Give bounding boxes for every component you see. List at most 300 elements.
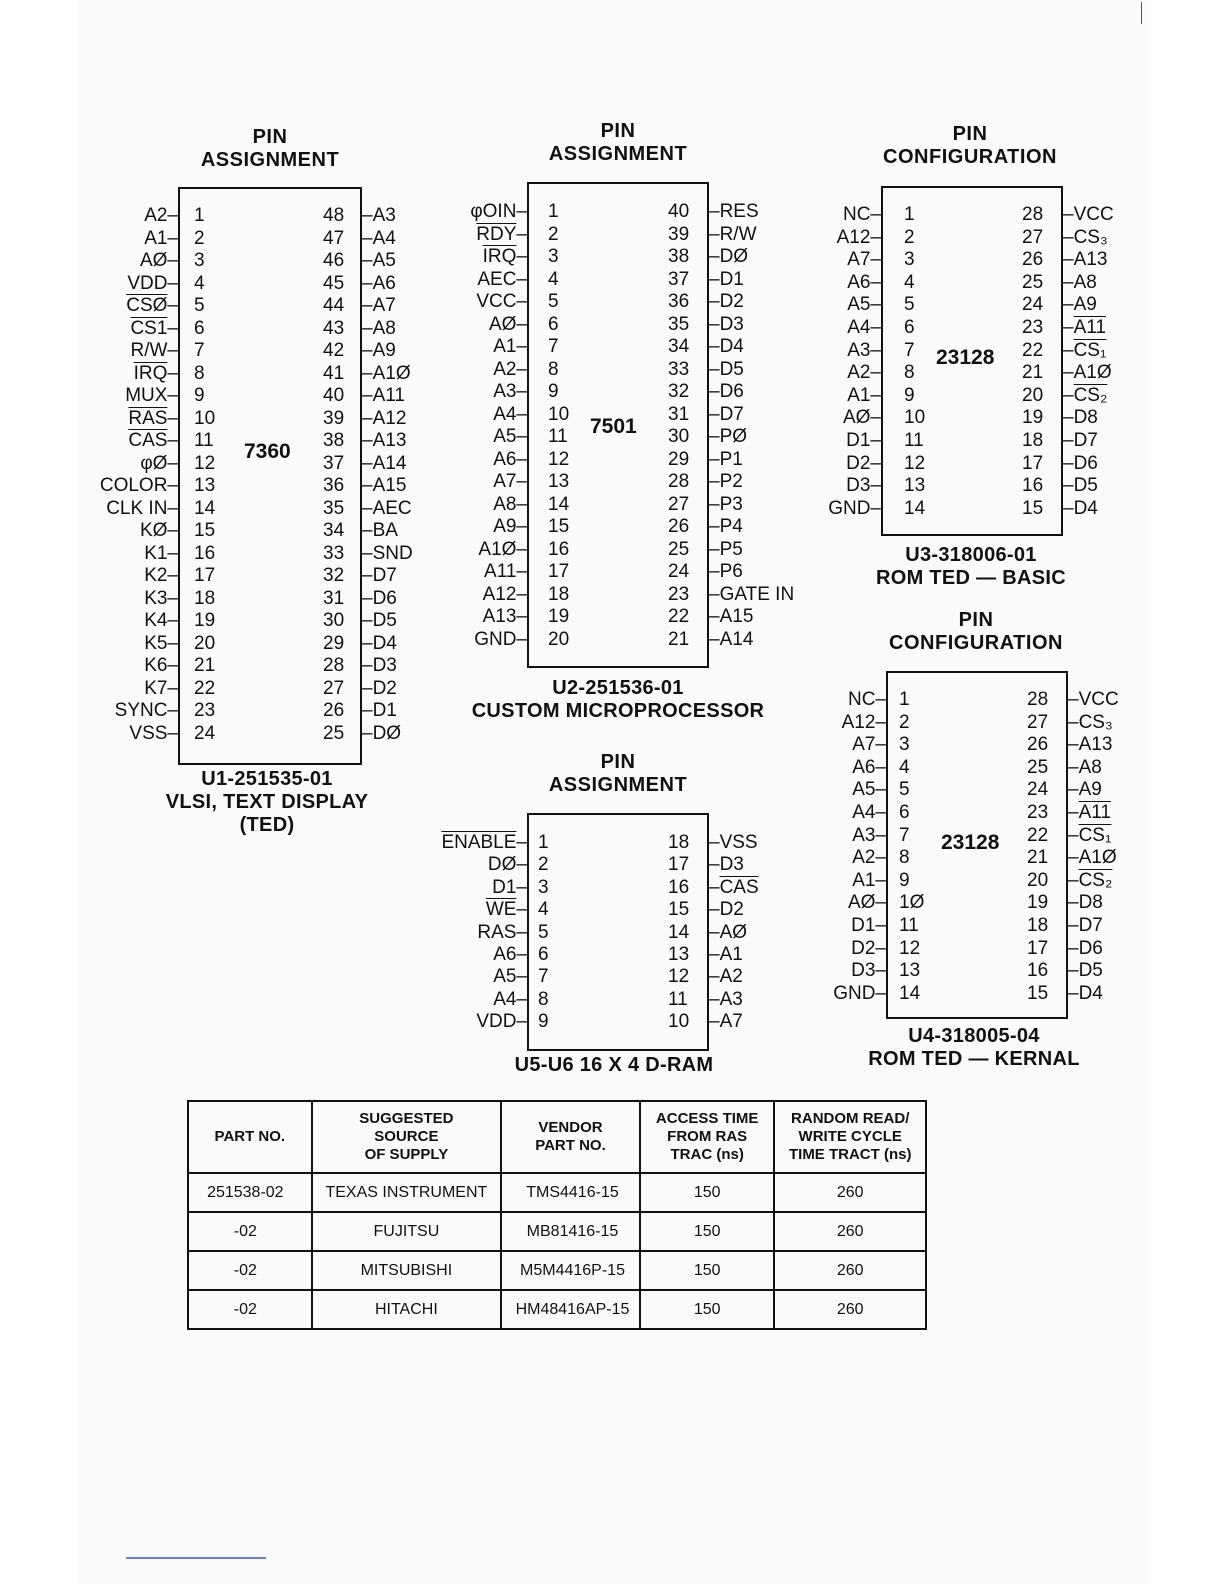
pin-number-left: 15 xyxy=(548,516,570,537)
pin-number-left: 7 xyxy=(548,336,559,357)
pin-number-right: 37 xyxy=(668,268,690,290)
u4-caption-line1: U4-318005-04 xyxy=(908,1025,1040,1047)
pin-label-right: –A7 xyxy=(362,295,396,316)
pin-label-right: –A5 xyxy=(362,250,396,271)
pin-label-left: KØ– xyxy=(139,520,178,541)
pin-label-right: –P4 xyxy=(709,516,743,537)
pin-number-right: 33 xyxy=(323,542,345,564)
pin-number-right: 22 xyxy=(1027,824,1049,846)
pin-label-left: K3– xyxy=(144,587,178,609)
pin-label-right: –A1 xyxy=(709,944,743,965)
u5-caption xyxy=(480,1054,748,1077)
pin-number-right: 41 xyxy=(323,362,345,384)
pin-number-right: 20 xyxy=(1022,384,1044,406)
u5-caption-line1: U5-U6 16 X 4 D-RAM xyxy=(514,1054,714,1076)
pin-number-right: 28 xyxy=(1027,689,1049,710)
pin-label-left: AØ– xyxy=(488,313,527,335)
u4-heading-line1: PIN xyxy=(958,609,994,631)
pin-number-right: 26 xyxy=(1022,249,1044,271)
header-source-line: SUGGESTED xyxy=(359,1110,454,1127)
pin-label-left: A1Ø– xyxy=(478,538,527,560)
u1-caption xyxy=(150,768,384,837)
pin-number-left: 18 xyxy=(548,583,570,605)
pin-number-right: 32 xyxy=(668,381,690,402)
pin-label-right: –AØ xyxy=(709,921,748,943)
pin-number-left: 16 xyxy=(548,538,570,560)
pin-label-right: –P6 xyxy=(709,561,743,582)
cell-access-time: 150 xyxy=(640,1212,775,1251)
pin-number-left: 20 xyxy=(194,632,216,654)
pin-number-left: 11 xyxy=(548,426,568,447)
pin-label-left: A3– xyxy=(852,824,886,846)
pin-label-right: –CS₂ xyxy=(1068,869,1113,891)
pin-number-right: 23 xyxy=(1027,802,1049,823)
cell-cycle-time: 260 xyxy=(774,1290,926,1329)
pin-number-right: 46 xyxy=(323,250,345,271)
pin-number-left: 1 xyxy=(899,689,910,710)
pin-label-right: –A14 xyxy=(709,628,754,650)
header-access-time xyxy=(640,1101,775,1173)
u3-chip-label: 23128 xyxy=(936,346,995,369)
pin-number-left: 12 xyxy=(194,452,216,474)
pin-number-right: 18 xyxy=(1022,430,1044,451)
pin-number-right: 44 xyxy=(323,295,345,316)
pin-number-right: 29 xyxy=(668,448,690,470)
pin-label-left: A2– xyxy=(847,362,881,384)
pin-number-right: 16 xyxy=(668,876,690,898)
pin-number-right: 48 xyxy=(323,205,345,226)
pin-number-left: 2 xyxy=(904,226,915,248)
header-source-line: OF SUPPLY xyxy=(364,1146,449,1163)
pin-number-left: 10 xyxy=(194,407,216,429)
pin-label-left: A1– xyxy=(847,384,881,406)
pin-number-right: 15 xyxy=(668,899,690,921)
pin-label-right: –D7 xyxy=(709,403,744,425)
header-vendor-line: PART NO. xyxy=(535,1137,606,1154)
pin-number-left: 7 xyxy=(904,339,915,361)
pin-label-left: A5– xyxy=(493,966,527,988)
pin-label-left: A4– xyxy=(847,317,881,338)
pin-label-left: A7– xyxy=(852,734,886,756)
pin-label-left: K4– xyxy=(144,610,178,631)
pin-label-right: –VSS xyxy=(709,832,758,853)
pin-number-right: 39 xyxy=(323,407,345,429)
pin-label-left: A3– xyxy=(493,381,527,402)
pin-label-right: –P2 xyxy=(709,471,743,492)
pin-label-right: –A11 xyxy=(1063,317,1106,338)
pin-label-right: –DØ xyxy=(362,722,402,744)
pin-number-right: 31 xyxy=(668,403,690,425)
pin-number-right: 20 xyxy=(1027,869,1049,891)
pin-label-left: A1– xyxy=(852,869,886,891)
pin-label-left: SYNC– xyxy=(114,700,178,721)
header-vendor-line: VENDOR xyxy=(538,1119,603,1136)
cell-part-no: -02 xyxy=(188,1251,312,1290)
pin-label-left: VDD– xyxy=(476,1011,527,1033)
pin-number-left: 2 xyxy=(548,223,559,245)
pin-number-left: 17 xyxy=(548,561,570,582)
table-row xyxy=(188,1212,926,1251)
pin-number-left: 16 xyxy=(194,542,216,564)
pin-number-left: 8 xyxy=(538,988,549,1010)
pin-label-right: –CS₁ xyxy=(1068,824,1112,846)
pin-label-right: –D4 xyxy=(1068,982,1103,1004)
pin-number-left: 13 xyxy=(194,475,216,496)
pin-label-right: –A3 xyxy=(709,988,743,1010)
pin-number-right: 25 xyxy=(668,538,690,560)
pin-number-right: 24 xyxy=(1022,294,1044,316)
pin-label-left: D3– xyxy=(846,475,881,497)
pin-number-left: 5 xyxy=(899,779,910,801)
pin-label-left: A2– xyxy=(852,847,886,869)
pin-number-left: 11 xyxy=(904,430,924,451)
cell-cycle-time: 260 xyxy=(774,1251,926,1290)
u2-chip-label: 7501 xyxy=(590,415,637,438)
pin-number-left: 13 xyxy=(899,960,921,982)
pin-label-right: –D7 xyxy=(1063,430,1098,451)
pin-label-left: VSS– xyxy=(129,722,178,744)
pin-label-right: –VCC xyxy=(1068,689,1119,710)
u5-heading-line1: PIN xyxy=(600,751,636,773)
pin-number-left: 9 xyxy=(194,385,205,406)
u1-chip-label: 7360 xyxy=(244,440,291,463)
header-cycle-line: TIME TRACT (ns) xyxy=(788,1146,912,1163)
pin-number-left: 1 xyxy=(904,204,915,225)
pin-number-right: 11 xyxy=(668,988,688,1010)
pin-label-left: A9– xyxy=(493,516,527,537)
pin-label-right: –D6 xyxy=(362,587,397,609)
pin-number-left: 4 xyxy=(548,268,559,290)
pin-number-left: 23 xyxy=(194,700,216,721)
cell-part-no: 251538-02 xyxy=(188,1173,312,1212)
pin-number-left: 14 xyxy=(904,497,926,519)
u4-heading-line2: CONFIGURATION xyxy=(889,632,1063,654)
pin-number-right: 36 xyxy=(668,291,690,312)
pin-label-right: –DØ xyxy=(709,246,749,267)
pin-label-left: A2– xyxy=(493,358,527,380)
pin-number-right: 12 xyxy=(668,966,690,988)
pin-number-right: 28 xyxy=(1022,204,1044,225)
pin-number-left: 15 xyxy=(194,520,216,541)
pin-label-right: –A4 xyxy=(362,227,396,249)
pin-label-left: A8– xyxy=(493,493,527,515)
cell-vendor-part: HM48416AP-15 xyxy=(501,1290,640,1329)
header-access-line: TRAC (ns) xyxy=(670,1146,744,1163)
pin-number-right: 25 xyxy=(1022,271,1044,293)
pin-number-right: 34 xyxy=(323,520,345,541)
pin-label-left: $\overline{RAS}-$ xyxy=(128,407,178,429)
pin-label-right: –D3 xyxy=(709,313,744,335)
cell-vendor-part: M5M4416P-15 xyxy=(501,1251,640,1290)
pin-label-left: A11– xyxy=(484,561,527,582)
pin-label-right: –A8 xyxy=(362,317,396,339)
pin-label-right: –VCC xyxy=(1063,204,1114,225)
pin-label-right: –D3 xyxy=(709,854,744,876)
pin-label-right: $-\overline{CAS}$ xyxy=(709,876,759,898)
pin-number-right: 40 xyxy=(323,385,345,406)
pin-label-left: R/W– xyxy=(130,340,178,361)
pin-number-right: 27 xyxy=(668,493,690,515)
u2-caption-line1: U2-251536-01 xyxy=(552,677,684,699)
u2-heading-line2: ASSIGNMENT xyxy=(548,143,688,165)
u4-chip-label: 23128 xyxy=(941,831,1000,854)
u1-caption-line2: VLSI, TEXT DISPLAY xyxy=(165,791,369,813)
u2-caption xyxy=(450,677,786,723)
pin-label-left: A5– xyxy=(847,294,881,316)
pin-number-left: 6 xyxy=(548,313,559,335)
pin-label-left: COLOR– xyxy=(99,475,178,496)
pin-label-left: D1– xyxy=(492,876,527,898)
pin-label-left: RAS– xyxy=(477,921,527,943)
pin-label-right: –D7 xyxy=(1068,915,1103,936)
pin-label-left: $\overline{CAS}-$ xyxy=(128,430,178,451)
pin-number-right: 26 xyxy=(668,516,690,537)
pin-label-right: –BA xyxy=(362,520,398,541)
header-cycle-line: WRITE CYCLE xyxy=(798,1128,902,1145)
pin-label-left: $\overline{WE}-$ xyxy=(485,899,527,921)
pin-number-left: 5 xyxy=(548,291,559,312)
pin-label-left: $\overline{RDY}-$ xyxy=(476,223,527,245)
pin-number-right: 19 xyxy=(1027,892,1049,914)
pin-number-left: 1 xyxy=(194,205,205,226)
pin-number-left: 5 xyxy=(538,921,549,943)
pin-label-right: –A13 xyxy=(362,430,407,451)
pin-number-left: 4 xyxy=(904,271,915,293)
pin-label-right: –D3 xyxy=(362,655,397,676)
pin-number-left: 12 xyxy=(548,448,570,470)
pin-number-left: 3 xyxy=(538,876,549,898)
pin-number-left: 6 xyxy=(904,317,915,338)
header-part-no xyxy=(188,1101,312,1173)
pin-number-right: 15 xyxy=(1027,982,1049,1004)
pin-label-right: –D5 xyxy=(1068,960,1103,982)
pin-label-right: –A8 xyxy=(1063,271,1097,293)
pin-number-right: 25 xyxy=(323,722,345,744)
pin-number-right: 17 xyxy=(668,854,690,876)
pin-label-left: K7– xyxy=(144,677,178,699)
pin-number-right: 32 xyxy=(323,565,345,586)
pin-number-right: 34 xyxy=(668,336,690,357)
header-part-no-line: PART NO. xyxy=(214,1128,286,1145)
cell-cycle-time: 260 xyxy=(774,1212,926,1251)
pin-number-left: 10 xyxy=(904,407,926,429)
pin-number-right: 25 xyxy=(1027,756,1049,778)
cell-vendor-part: TMS4416-15 xyxy=(501,1173,640,1212)
pin-number-right: 37 xyxy=(323,452,345,474)
pin-number-right: 31 xyxy=(323,587,345,609)
pin-label-left: $\overline{CSØ}-$ xyxy=(126,295,178,316)
u5-heading xyxy=(518,751,718,797)
pin-label-left: VCC– xyxy=(476,291,527,312)
pin-label-right: –A13 xyxy=(1068,734,1113,756)
pin-label-left: D2– xyxy=(851,937,886,959)
pin-number-right: 35 xyxy=(323,497,345,519)
pin-number-left: 10 xyxy=(548,403,570,425)
pin-label-right: –P5 xyxy=(709,538,743,560)
pin-label-left: A1– xyxy=(144,227,178,249)
pin-label-right: –D2 xyxy=(362,677,397,699)
pin-label-left: AEC– xyxy=(477,268,527,290)
pin-number-right: 28 xyxy=(323,655,345,676)
pin-number-left: 8 xyxy=(194,362,205,384)
pin-label-left: K2– xyxy=(144,565,178,586)
pin-label-left: K5– xyxy=(144,632,178,654)
pin-label-right: –CS₃ xyxy=(1063,226,1108,248)
pin-number-left: 5 xyxy=(904,294,915,316)
pin-number-right: 22 xyxy=(668,606,690,627)
cell-source: FUJITSU xyxy=(312,1212,501,1251)
pin-label-left: NC– xyxy=(847,689,886,710)
pin-number-right: 19 xyxy=(1022,407,1044,429)
pin-label-right: –P1 xyxy=(709,448,743,470)
pin-label-left: K1– xyxy=(144,542,178,564)
pin-label-left: A1– xyxy=(493,336,527,357)
pin-number-right: 13 xyxy=(668,944,690,965)
u4-caption-line2: ROM TED — KERNAL xyxy=(868,1048,1080,1070)
pin-number-left: 13 xyxy=(904,475,926,497)
pin-number-right: 33 xyxy=(668,358,690,380)
pin-label-left: A12– xyxy=(841,711,886,733)
pin-label-left: A12– xyxy=(836,226,881,248)
pin-number-right: 39 xyxy=(668,223,690,245)
pin-label-right: –A3 xyxy=(362,205,396,226)
scan-edge-mark xyxy=(1141,2,1142,24)
cell-source: TEXAS INSTRUMENT xyxy=(312,1173,501,1212)
footer-rule xyxy=(126,1557,266,1559)
pin-label-right: –D6 xyxy=(1068,937,1103,959)
pin-label-left: GND– xyxy=(833,982,886,1004)
u3-caption xyxy=(846,544,1096,590)
pin-label-left: ENABLE– xyxy=(441,832,527,853)
pin-number-left: 12 xyxy=(899,937,921,959)
pin-label-right: –CS₁ xyxy=(1063,339,1107,361)
pin-number-right: 27 xyxy=(323,677,345,699)
pin-label-left: D2– xyxy=(846,452,881,474)
table-row xyxy=(188,1290,926,1329)
pin-number-right: 14 xyxy=(668,921,690,943)
pin-number-right: 36 xyxy=(323,475,345,496)
pin-number-left: 20 xyxy=(548,628,570,650)
pin-label-left: A2– xyxy=(144,205,178,226)
pin-label-right: –A12 xyxy=(362,407,407,429)
pin-number-right: 26 xyxy=(1027,734,1049,756)
pin-label-right: –A15 xyxy=(709,606,754,627)
pin-number-left: 4 xyxy=(538,899,549,921)
pin-label-right: –A9 xyxy=(1068,779,1102,801)
pin-number-left: 7 xyxy=(538,966,549,988)
pin-number-left: 24 xyxy=(194,722,216,744)
pin-label-right: –D2 xyxy=(709,899,744,921)
pin-number-right: 16 xyxy=(1027,960,1049,982)
pin-label-left: A13– xyxy=(482,606,527,627)
cell-access-time: 150 xyxy=(640,1290,775,1329)
pin-label-left: $\overline{IRQ}-$ xyxy=(482,246,527,267)
u3-heading-line2: CONFIGURATION xyxy=(883,146,1057,168)
pin-label-right: –SND xyxy=(362,542,413,564)
pin-number-left: 8 xyxy=(904,362,915,384)
pin-number-left: 6 xyxy=(538,944,549,965)
pin-label-right: –CS₂ xyxy=(1063,384,1108,406)
header-vendor-part xyxy=(501,1101,640,1173)
pin-label-left: A4– xyxy=(852,802,886,823)
header-cycle-line: RANDOM READ/ xyxy=(791,1110,910,1127)
pin-label-right: –A11 xyxy=(1068,802,1111,823)
pin-label-right: –PØ xyxy=(709,426,748,447)
pin-number-left: 7 xyxy=(194,340,205,361)
pin-label-right: –D8 xyxy=(1068,892,1103,914)
pin-label-right: –D1 xyxy=(362,700,397,721)
pin-label-left: $\overline{IRQ}-$ xyxy=(133,362,178,384)
u4-heading xyxy=(866,609,1086,655)
pin-label-right: –D8 xyxy=(1063,407,1098,429)
pin-number-left: 9 xyxy=(538,1011,549,1033)
pin-number-right: 22 xyxy=(1022,339,1044,361)
pin-number-left: 9 xyxy=(548,381,559,402)
pin-number-right: 23 xyxy=(668,583,690,605)
pin-number-right: 15 xyxy=(1022,497,1044,519)
u1-caption-line1: U1-251535-01 xyxy=(201,768,333,790)
pin-number-right: 43 xyxy=(323,317,345,339)
pin-number-right: 21 xyxy=(1027,847,1049,869)
pin-number-left: 11 xyxy=(899,915,919,936)
pin-number-left: 4 xyxy=(194,272,205,294)
pin-number-left: 1Ø xyxy=(899,892,925,914)
pin-number-right: 24 xyxy=(668,561,690,582)
pin-label-left: A5– xyxy=(493,426,527,447)
pin-number-left: 6 xyxy=(899,802,910,823)
pin-label-left: NC– xyxy=(842,204,881,225)
pin-label-right: –GATE IN xyxy=(709,583,795,605)
pin-label-left: AØ– xyxy=(847,892,886,914)
cell-source: HITACHI xyxy=(312,1290,501,1329)
table-header-row xyxy=(188,1101,926,1173)
header-cycle-time xyxy=(774,1101,926,1173)
pin-number-right: 18 xyxy=(668,832,690,853)
pin-number-left: 17 xyxy=(194,565,216,586)
pin-label-right: –P3 xyxy=(709,493,743,515)
pin-number-right: 47 xyxy=(323,227,345,249)
pin-label-right: –R/W xyxy=(709,223,757,245)
pin-number-left: 19 xyxy=(548,606,570,627)
pin-label-left: A4– xyxy=(493,988,527,1010)
pin-number-right: 38 xyxy=(668,246,690,267)
pin-number-left: 18 xyxy=(194,587,216,609)
pin-label-left: D3– xyxy=(851,960,886,982)
u3-caption-line1: U3-318006-01 xyxy=(905,544,1037,566)
pin-number-right: 24 xyxy=(1027,779,1049,801)
pin-label-left: AØ– xyxy=(842,407,881,429)
pin-label-left: DØ– xyxy=(487,854,527,876)
pin-label-left: GND– xyxy=(828,497,881,519)
u5-heading-line2: ASSIGNMENT xyxy=(548,774,688,796)
pin-label-left: A3– xyxy=(847,339,881,361)
pin-label-left: AØ– xyxy=(139,250,178,271)
pin-number-left: 2 xyxy=(538,854,549,876)
pin-number-left: 1 xyxy=(548,201,559,222)
u2-caption-line2: CUSTOM MICROPROCESSOR xyxy=(471,700,765,722)
pin-label-right: –A8 xyxy=(1068,756,1102,778)
pin-label-right: –D6 xyxy=(709,381,744,402)
pin-number-right: 10 xyxy=(668,1011,690,1033)
header-access-line: ACCESS TIME xyxy=(655,1110,759,1127)
pin-number-left: 9 xyxy=(899,869,910,891)
u2-heading-line1: PIN xyxy=(600,120,636,142)
cell-vendor-part: MB81416-15 xyxy=(501,1212,640,1251)
pin-label-left: MUX– xyxy=(125,385,178,406)
pin-number-right: 45 xyxy=(323,272,345,294)
pin-number-left: 7 xyxy=(899,824,910,846)
pin-label-left: D1– xyxy=(851,915,886,936)
